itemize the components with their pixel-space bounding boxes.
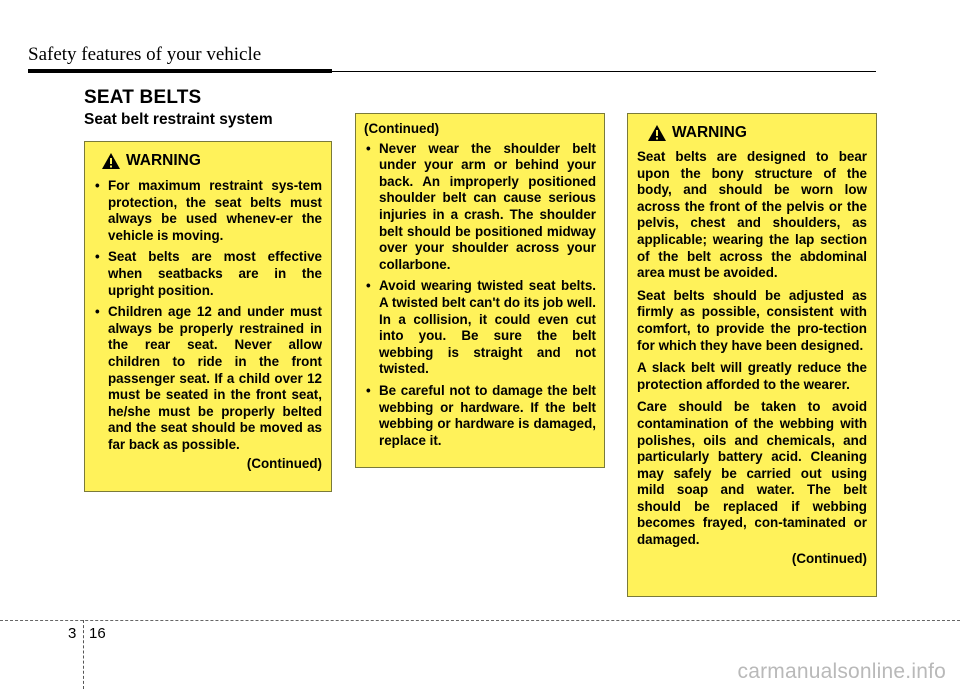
section-subtitle: Seat belt restraint system <box>84 111 273 128</box>
warning-box-3 <box>627 113 877 597</box>
continued-from-label: (Continued) <box>364 121 440 136</box>
list-item: • Children age 12 and under must always be properly restrained in the rear seat. Never allow children to ride in the front passenger seat. If a child over 12 must be seated in the front seat, he/she must be properly belted and the seat should be moved as far back as possible. <box>93 304 322 453</box>
warning-list-1 <box>93 178 322 454</box>
warning-paragraph: Seat belts are designed to bear upon the bony structure of the body, and should be worn low across the front of the pelvis or the pelvis, chest and shoulders, as applicable; wearing the lap section of the belt across the abdominal area must be avoided. <box>637 149 867 281</box>
warning-heading-3 <box>637 122 867 144</box>
continued-label: (Continued) <box>246 455 322 471</box>
header-rule-accent <box>28 69 332 73</box>
footer-rule <box>0 620 960 621</box>
list-item: • Be careful not to damage the belt webbing or hardware. If the belt webbing or hardware is damaged, replace it. <box>364 383 596 449</box>
chapter-number: 3 <box>68 625 77 642</box>
warning-triangle-icon <box>101 152 121 170</box>
warning-box-1 <box>84 141 332 492</box>
continued-label: (Continued) <box>791 550 867 566</box>
watermark: carmanualsonline.info <box>737 660 946 683</box>
warning-triangle-icon <box>647 124 667 142</box>
warning-heading-label: WARNING <box>126 151 201 169</box>
warning-box-2 <box>355 113 605 468</box>
list-item: • Avoid wearing twisted seat belts. A twisted belt can't do its job well. In a collision, it could even cut into you. Be sure the belt webbing is straight and not twisted. <box>364 278 596 378</box>
warning-paragraph: Care should be taken to avoid contamination of the webbing with polishes, oils and chemicals, and particularly battery acid. Cleaning may safely be carried out using mild soap and water. The belt should be replaced if webbing becomes frayed, con-taminated or damaged. <box>637 399 867 548</box>
list-item: • Seat belts are most effective when seatbacks are in the upright position. <box>93 249 322 299</box>
warning-list-2 <box>364 141 596 450</box>
list-item: • For maximum restraint sys-tem protection, the seat belts must always be used whenev-er the vehicle is moving. <box>93 178 322 244</box>
warning-heading-1 <box>93 150 322 172</box>
warning-heading-label: WARNING <box>672 123 747 141</box>
header-title: Safety features of your vehicle <box>28 44 262 65</box>
section-title: SEAT BELTS <box>84 87 202 108</box>
warning-paragraph: Seat belts should be adjusted as firmly as possible, consistent with comfort, to provide the pro-tection for which they have been designed. <box>637 287 867 353</box>
warning-paragraph: A slack belt will greatly reduce the protection afforded to the wearer. <box>637 360 867 392</box>
page-number-divider <box>83 620 84 689</box>
list-item: • Never wear the shoulder belt under your arm or behind your back. An improperly positioned shoulder belt can cause serious injuries in a crash. The shoulder belt should be positioned midway over your shoulder across your collarbone. <box>364 141 596 274</box>
page-number: 16 <box>89 625 106 642</box>
